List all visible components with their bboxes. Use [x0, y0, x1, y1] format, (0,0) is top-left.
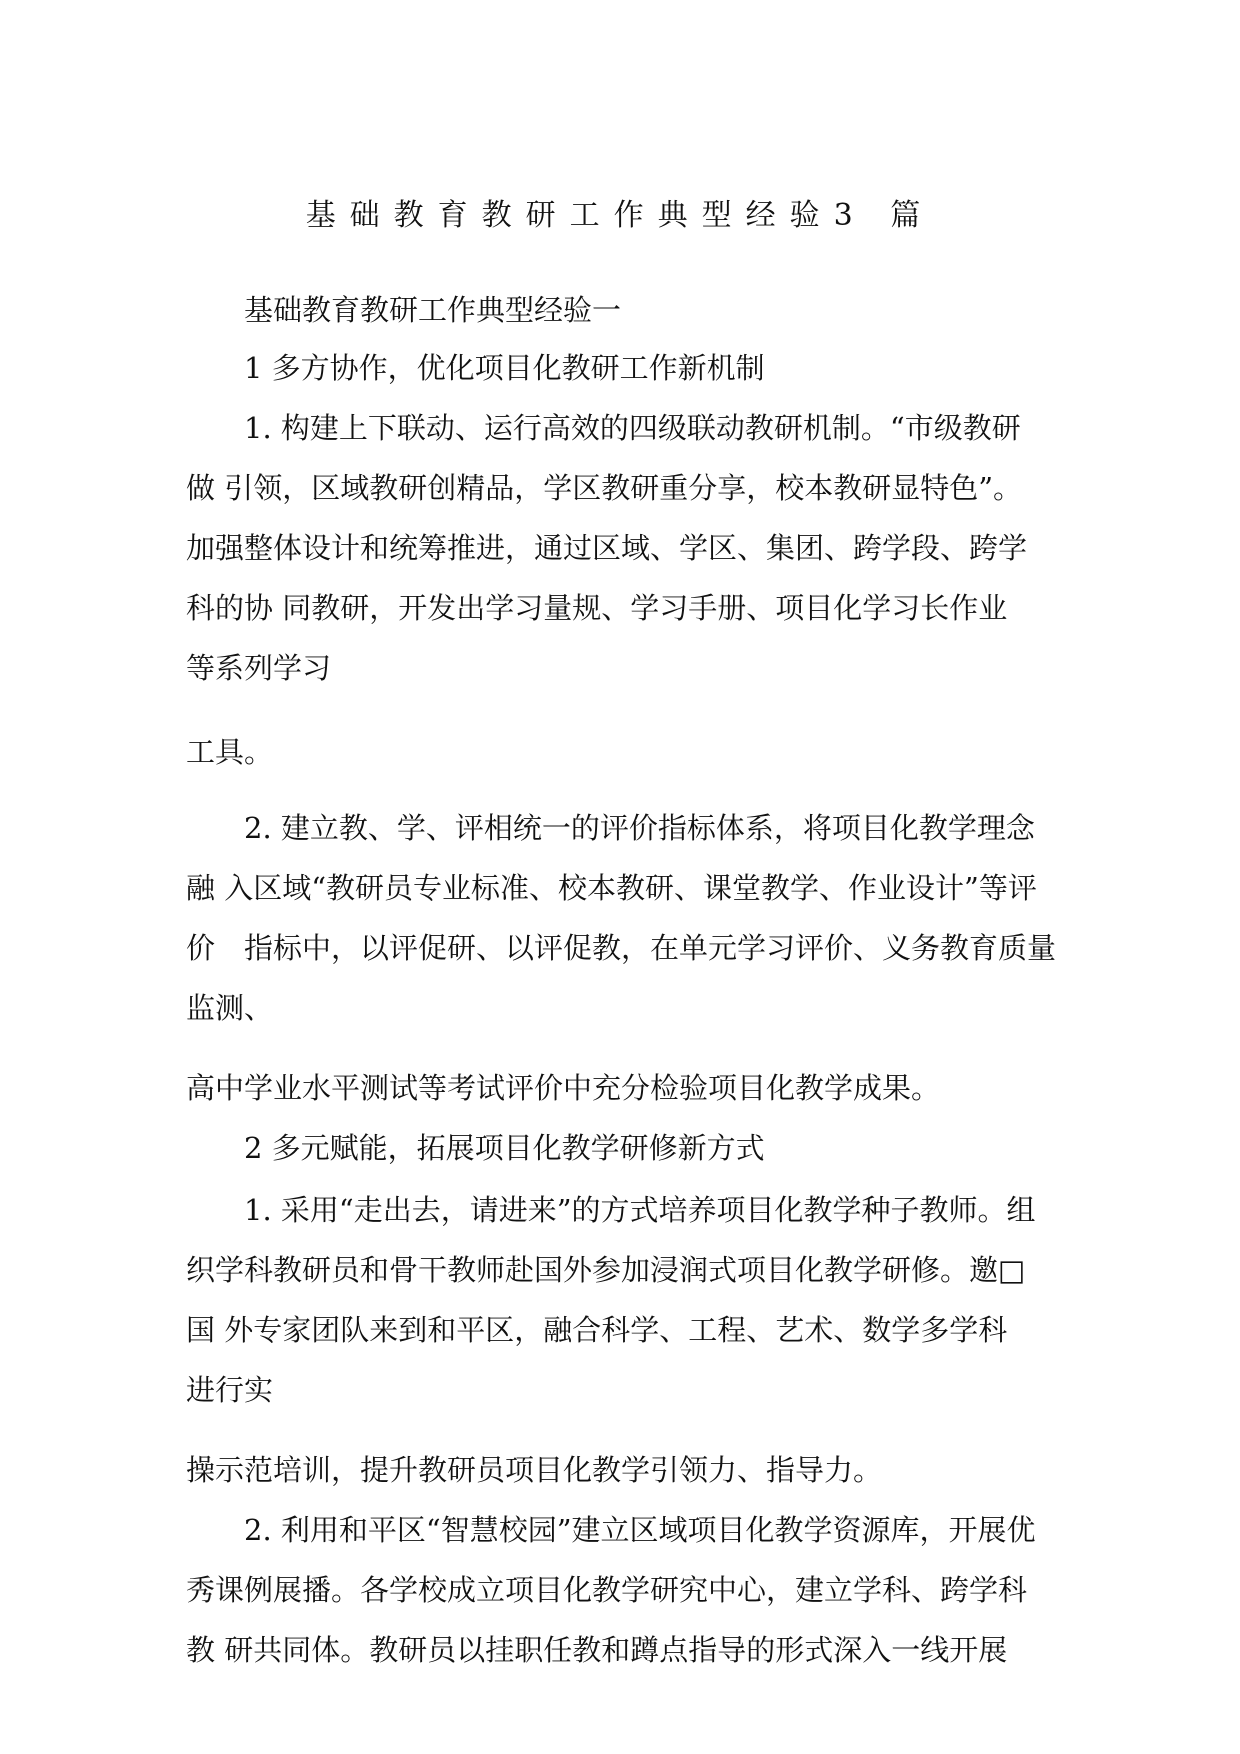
- paragraph-line: 织学科教研员和骨干教师赴国外参加浸润式项目化教学研修。邀□: [186, 1253, 1026, 1287]
- paragraph-line: 2. 利用和平区“智慧校园”建立区域项目化教学资源库，开展优: [244, 1513, 1036, 1547]
- paragraph-line: 融 入区域“教研员专业标准、校本教研、课堂教学、作业设计”等评: [186, 871, 1037, 905]
- paragraph-line: 国 外专家团队来到和平区，融合科学、工程、艺术、数学多学科: [186, 1313, 1008, 1347]
- document-title: 基础教育教研工作典型经验3 篇: [305, 198, 935, 233]
- paragraph-line: 秀课例展播。各学校成立项目化教学研究中心，建立学科、跨学科: [186, 1573, 1028, 1607]
- paragraph-line: 进行实: [186, 1373, 274, 1407]
- paragraph-line: 价 指标中，以评促研、以评促教，在单元学习评价、义务教育质量: [186, 931, 1057, 965]
- paragraph-line: 做 引领，区域教研创精品，学区教研重分享，校本教研显特色”。: [186, 471, 1023, 505]
- paragraph-line: 等系列学习: [186, 651, 332, 685]
- paragraph-line: 1. 采用“走出去，请进来”的方式培养项目化教学种子教师。组: [244, 1193, 1036, 1227]
- paragraph-line: 加强整体设计和统筹推进，通过区域、学区、集团、跨学段、跨学: [186, 531, 1028, 565]
- paragraph-line: 监测、: [186, 991, 274, 1025]
- paragraph-line: 操示范培训，提升教研员项目化教学引领力、指导力。: [186, 1453, 883, 1487]
- paragraph-line: 工具。: [186, 735, 274, 769]
- subsection-heading: 2 多元赋能，拓展项目化教学研修新方式: [244, 1131, 765, 1165]
- subsection-heading: 1 多方协作，优化项目化教研工作新机制: [244, 351, 765, 385]
- paragraph-line: 科的协 同教研，开发出学习量规、学习手册、项目化学习长作业: [186, 591, 1008, 625]
- paragraph-line: 高中学业水平测试等考试评价中充分检验项目化教学成果。: [186, 1071, 941, 1105]
- paragraph-line: 教 研共同体。教研员以挂职任教和蹲点指导的形式深入一线开展: [186, 1633, 1008, 1667]
- paragraph-line: 2. 建立教、学、评相统一的评价指标体系，将项目化教学理念: [244, 811, 1035, 845]
- paragraph-line: 1. 构建上下联动、运行高效的四级联动教研机制。“市级教研: [244, 411, 1021, 445]
- section-heading: 基础教育教研工作典型经验一: [244, 293, 622, 327]
